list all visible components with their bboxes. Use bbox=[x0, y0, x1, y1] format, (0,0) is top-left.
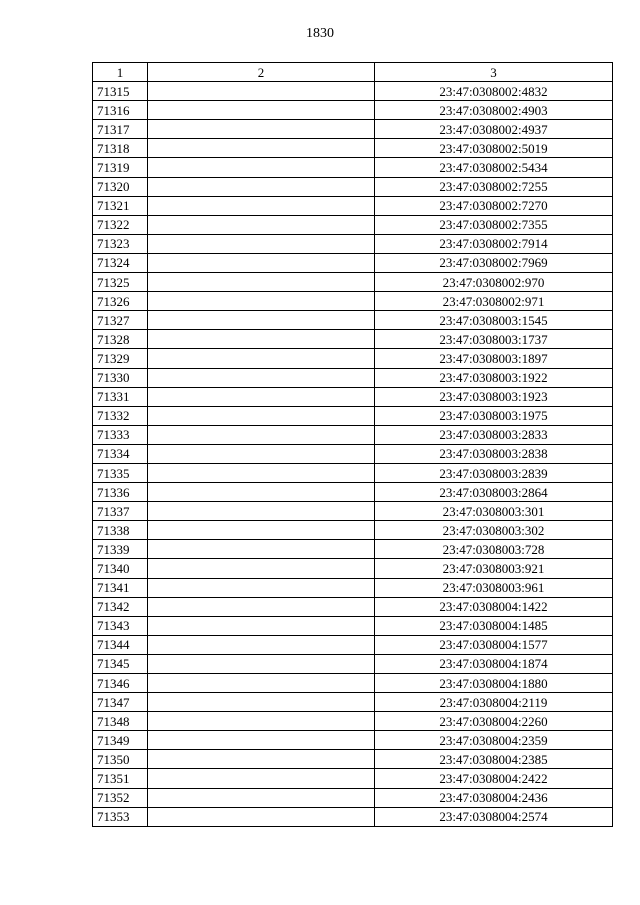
cadastral-number-cell: 23:47:0308003:1923 bbox=[375, 387, 613, 406]
row-description-cell bbox=[148, 177, 375, 196]
row-description-cell bbox=[148, 731, 375, 750]
table-row bbox=[93, 406, 613, 425]
row-number-cell: 71352 bbox=[93, 788, 148, 807]
row-number-cell: 71342 bbox=[93, 597, 148, 616]
row-description-cell bbox=[148, 196, 375, 215]
row-description-cell bbox=[148, 750, 375, 769]
row-description-cell bbox=[148, 82, 375, 101]
row-number-cell: 71337 bbox=[93, 502, 148, 521]
cadastral-number-cell: 23:47:0308003:301 bbox=[375, 502, 613, 521]
row-number-cell: 71327 bbox=[93, 311, 148, 330]
row-description-cell bbox=[148, 406, 375, 425]
row-number-cell: 71348 bbox=[93, 712, 148, 731]
row-number-cell: 71320 bbox=[93, 177, 148, 196]
row-description-cell bbox=[148, 425, 375, 444]
cadastral-number-cell: 23:47:0308004:2574 bbox=[375, 807, 613, 826]
row-description-cell bbox=[148, 292, 375, 311]
table-row bbox=[93, 139, 613, 158]
table-row bbox=[93, 616, 613, 635]
row-description-cell bbox=[148, 521, 375, 540]
cadastral-number-cell: 23:47:0308002:4903 bbox=[375, 101, 613, 120]
row-number-cell: 71347 bbox=[93, 693, 148, 712]
row-number-cell: 71316 bbox=[93, 101, 148, 120]
row-number-cell: 71332 bbox=[93, 406, 148, 425]
cadastral-number-cell: 23:47:0308003:2833 bbox=[375, 425, 613, 444]
row-number-cell: 71321 bbox=[93, 196, 148, 215]
table-row bbox=[93, 368, 613, 387]
row-description-cell bbox=[148, 788, 375, 807]
cadastral-number-cell: 23:47:0308004:2260 bbox=[375, 712, 613, 731]
table-header bbox=[93, 63, 613, 82]
table-row bbox=[93, 101, 613, 120]
cadastral-number-cell: 23:47:0308004:1422 bbox=[375, 597, 613, 616]
cadastral-number-cell: 23:47:0308002:5434 bbox=[375, 158, 613, 177]
row-description-cell bbox=[148, 368, 375, 387]
row-description-cell bbox=[148, 311, 375, 330]
table-row bbox=[93, 788, 613, 807]
row-number-cell: 71346 bbox=[93, 674, 148, 693]
row-number-cell: 71343 bbox=[93, 616, 148, 635]
row-description-cell bbox=[148, 559, 375, 578]
row-description-cell bbox=[148, 502, 375, 521]
table-body bbox=[93, 82, 613, 827]
table-row bbox=[93, 674, 613, 693]
row-number-cell: 71350 bbox=[93, 750, 148, 769]
row-description-cell bbox=[148, 769, 375, 788]
row-number-cell: 71317 bbox=[93, 120, 148, 139]
table-row bbox=[93, 177, 613, 196]
cadastral-number-cell: 23:47:0308002:7969 bbox=[375, 253, 613, 272]
cadastral-number-cell: 23:47:0308002:4832 bbox=[375, 82, 613, 101]
row-description-cell bbox=[148, 674, 375, 693]
row-number-cell: 71336 bbox=[93, 483, 148, 502]
cadastral-number-cell: 23:47:0308003:1922 bbox=[375, 368, 613, 387]
table-row bbox=[93, 425, 613, 444]
row-description-cell bbox=[148, 158, 375, 177]
row-description-cell bbox=[148, 349, 375, 368]
row-number-cell: 71339 bbox=[93, 540, 148, 559]
table-row bbox=[93, 349, 613, 368]
cadastral-number-cell: 23:47:0308004:1874 bbox=[375, 654, 613, 673]
table-row bbox=[93, 463, 613, 482]
table-row bbox=[93, 750, 613, 769]
row-description-cell bbox=[148, 234, 375, 253]
row-number-cell: 71335 bbox=[93, 463, 148, 482]
row-description-cell bbox=[148, 273, 375, 292]
cadastral-number-cell: 23:47:0308002:971 bbox=[375, 292, 613, 311]
row-description-cell bbox=[148, 807, 375, 826]
table-row bbox=[93, 387, 613, 406]
cadastral-number-cell: 23:47:0308004:2422 bbox=[375, 769, 613, 788]
row-description-cell bbox=[148, 253, 375, 272]
table-row bbox=[93, 540, 613, 559]
row-number-cell: 71353 bbox=[93, 807, 148, 826]
row-description-cell bbox=[148, 712, 375, 731]
table-row bbox=[93, 196, 613, 215]
table-row bbox=[93, 769, 613, 788]
row-description-cell bbox=[148, 597, 375, 616]
table-row bbox=[93, 120, 613, 139]
column-header-2: 2 bbox=[148, 63, 375, 82]
table-row bbox=[93, 483, 613, 502]
cadastral-number-cell: 23:47:0308003:1975 bbox=[375, 406, 613, 425]
table-row bbox=[93, 253, 613, 272]
row-number-cell: 71345 bbox=[93, 654, 148, 673]
cadastral-number-cell: 23:47:0308002:970 bbox=[375, 273, 613, 292]
column-header-3: 3 bbox=[375, 63, 613, 82]
row-number-cell: 71322 bbox=[93, 215, 148, 234]
table-row bbox=[93, 712, 613, 731]
cadastral-number-cell: 23:47:0308002:7270 bbox=[375, 196, 613, 215]
cadastral-number-cell: 23:47:0308003:1545 bbox=[375, 311, 613, 330]
row-description-cell bbox=[148, 101, 375, 120]
table-row bbox=[93, 559, 613, 578]
table-row bbox=[93, 273, 613, 292]
row-description-cell bbox=[148, 387, 375, 406]
row-number-cell: 71315 bbox=[93, 82, 148, 101]
row-number-cell: 71318 bbox=[93, 139, 148, 158]
row-number-cell: 71329 bbox=[93, 349, 148, 368]
cadastral-number-cell: 23:47:0308002:5019 bbox=[375, 139, 613, 158]
row-number-cell: 71326 bbox=[93, 292, 148, 311]
cadastral-number-cell: 23:47:0308002:4937 bbox=[375, 120, 613, 139]
row-number-cell: 71333 bbox=[93, 425, 148, 444]
row-description-cell bbox=[148, 215, 375, 234]
cadastral-number-cell: 23:47:0308003:961 bbox=[375, 578, 613, 597]
cadastral-number-cell: 23:47:0308003:302 bbox=[375, 521, 613, 540]
row-number-cell: 71330 bbox=[93, 368, 148, 387]
table-row bbox=[93, 731, 613, 750]
row-description-cell bbox=[148, 463, 375, 482]
cadastral-number-cell: 23:47:0308003:1737 bbox=[375, 330, 613, 349]
cadastral-number-cell: 23:47:0308003:2839 bbox=[375, 463, 613, 482]
cadastral-number-cell: 23:47:0308004:2436 bbox=[375, 788, 613, 807]
row-description-cell bbox=[148, 120, 375, 139]
row-number-cell: 71331 bbox=[93, 387, 148, 406]
row-description-cell bbox=[148, 616, 375, 635]
row-number-cell: 71351 bbox=[93, 769, 148, 788]
row-description-cell bbox=[148, 444, 375, 463]
table-row bbox=[93, 635, 613, 654]
table-row bbox=[93, 807, 613, 826]
table-row bbox=[93, 521, 613, 540]
row-description-cell bbox=[148, 483, 375, 502]
table-row bbox=[93, 330, 613, 349]
cadastral-number-cell: 23:47:0308003:2838 bbox=[375, 444, 613, 463]
cadastral-number-cell: 23:47:0308004:1880 bbox=[375, 674, 613, 693]
table-row bbox=[93, 578, 613, 597]
cadastral-number-cell: 23:47:0308002:7355 bbox=[375, 215, 613, 234]
row-description-cell bbox=[148, 635, 375, 654]
cadastral-number-cell: 23:47:0308004:1577 bbox=[375, 635, 613, 654]
cadastral-number-cell: 23:47:0308003:921 bbox=[375, 559, 613, 578]
row-description-cell bbox=[148, 578, 375, 597]
row-number-cell: 71319 bbox=[93, 158, 148, 177]
row-number-cell: 71338 bbox=[93, 521, 148, 540]
cadastral-number-cell: 23:47:0308003:1897 bbox=[375, 349, 613, 368]
page-number: 1830 bbox=[306, 26, 334, 41]
table-row bbox=[93, 444, 613, 463]
table-row bbox=[93, 502, 613, 521]
column-header-1: 1 bbox=[93, 63, 148, 82]
table-row bbox=[93, 597, 613, 616]
table-row bbox=[93, 82, 613, 101]
table-row bbox=[93, 654, 613, 673]
row-description-cell bbox=[148, 654, 375, 673]
row-description-cell bbox=[148, 540, 375, 559]
row-number-cell: 71325 bbox=[93, 273, 148, 292]
row-number-cell: 71328 bbox=[93, 330, 148, 349]
cadastral-number-cell: 23:47:0308003:2864 bbox=[375, 483, 613, 502]
registry-table bbox=[92, 62, 613, 827]
cadastral-number-cell: 23:47:0308004:2385 bbox=[375, 750, 613, 769]
row-number-cell: 71323 bbox=[93, 234, 148, 253]
row-number-cell: 71340 bbox=[93, 559, 148, 578]
table-row bbox=[93, 158, 613, 177]
cadastral-number-cell: 23:47:0308004:1485 bbox=[375, 616, 613, 635]
row-description-cell bbox=[148, 330, 375, 349]
cadastral-number-cell: 23:47:0308002:7255 bbox=[375, 177, 613, 196]
row-description-cell bbox=[148, 139, 375, 158]
cadastral-number-cell: 23:47:0308002:7914 bbox=[375, 234, 613, 253]
row-number-cell: 71324 bbox=[93, 253, 148, 272]
header-row bbox=[93, 63, 613, 82]
table-row bbox=[93, 215, 613, 234]
row-number-cell: 71341 bbox=[93, 578, 148, 597]
table-row bbox=[93, 292, 613, 311]
row-number-cell: 71334 bbox=[93, 444, 148, 463]
row-description-cell bbox=[148, 693, 375, 712]
table-row bbox=[93, 693, 613, 712]
table-row bbox=[93, 234, 613, 253]
row-number-cell: 71349 bbox=[93, 731, 148, 750]
table-row bbox=[93, 311, 613, 330]
row-number-cell: 71344 bbox=[93, 635, 148, 654]
cadastral-number-cell: 23:47:0308004:2359 bbox=[375, 731, 613, 750]
cadastral-number-cell: 23:47:0308004:2119 bbox=[375, 693, 613, 712]
cadastral-number-cell: 23:47:0308003:728 bbox=[375, 540, 613, 559]
